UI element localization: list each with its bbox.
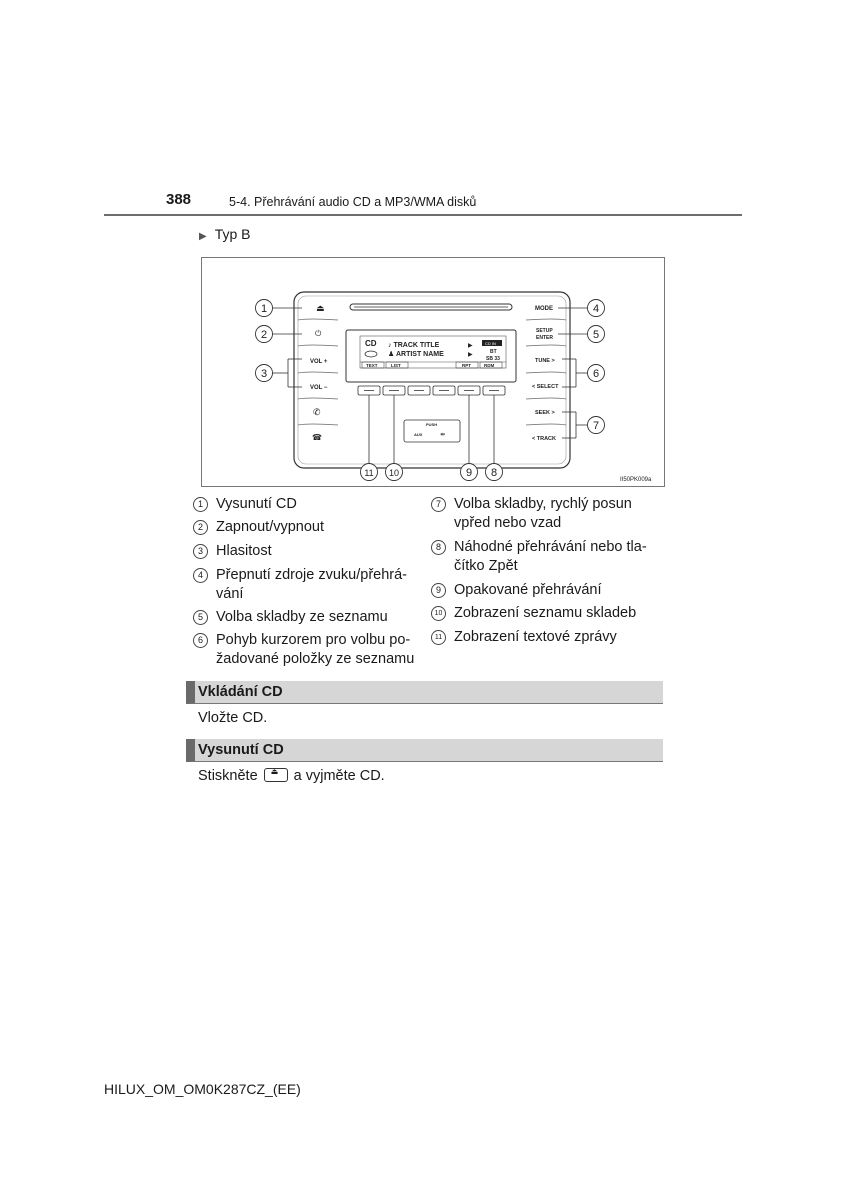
legend-item — [193, 542, 272, 561]
legend-num: 11 — [431, 630, 446, 645]
legend-text: Zapnout/vypnout — [216, 519, 325, 535]
legend-text: Zobrazení seznamu skladeb — [454, 605, 637, 621]
mode-label: MODE — [535, 306, 553, 312]
legend-item — [193, 608, 388, 627]
display-btn-rdm: RDM — [484, 363, 495, 368]
section-heading-text: Vkládání CD — [198, 684, 283, 700]
body-text-after: a vyjměte CD. — [293, 768, 385, 784]
section-body-insert: Vložte CD. — [198, 710, 268, 726]
legend-text: Přepnutí zdroje zvuku/přehrá- vání — [216, 567, 408, 602]
legend-num: 2 — [193, 520, 208, 535]
legend-text: Pohyb kurzorem pro volbu po- žadované položky ze seznamu — [216, 632, 415, 667]
legend-num: 9 — [431, 583, 446, 598]
legend-text: Náhodné přehrávání nebo tla- čítko Zpět — [454, 539, 647, 574]
push-label: PUSH — [426, 422, 438, 427]
triangle-icon: ▶ — [199, 231, 207, 242]
radio-figure — [201, 257, 665, 487]
legend-num: 8 — [431, 540, 446, 555]
subheading-text: Typ B — [214, 226, 251, 242]
eject-icon: ⏏ — [316, 303, 325, 313]
phone-icon: ✆ — [313, 407, 321, 417]
callout-5: 5 — [592, 329, 600, 341]
legend-item — [431, 628, 617, 647]
display-btn-list: LIST — [391, 363, 401, 368]
usb-icon: ⇹ — [440, 432, 446, 438]
callout-2: 2 — [260, 329, 268, 341]
callout-4: 4 — [592, 303, 600, 315]
body-text-before: Stiskněte — [198, 768, 258, 784]
arrow-right-icon: ▶ — [468, 343, 473, 349]
legend-item — [431, 495, 632, 533]
display-cd: CD — [365, 339, 377, 348]
legend-text: Vysunutí CD — [216, 496, 297, 512]
display-track: ♪ TRACK TITLE — [388, 342, 440, 349]
legend-item — [431, 604, 636, 623]
callout-10: 10 — [388, 468, 400, 478]
callout-3: 3 — [260, 368, 268, 380]
legend-text: Volba skladby ze seznamu — [216, 609, 388, 625]
page-number: 388 — [166, 191, 192, 208]
callout-11: 11 — [364, 468, 374, 478]
hangup-icon: ☎ — [312, 433, 322, 442]
power-icon: ⏻ — [315, 329, 322, 338]
legend-text: Volba skladby, rychlý posun vpřed nebo vzad — [454, 496, 632, 531]
display-artist: ♟ ARTIST NAME — [388, 351, 444, 358]
section-heading-eject — [186, 739, 663, 762]
display-btn-rpt: RPT — [462, 363, 471, 368]
callout-7: 7 — [592, 420, 600, 432]
seek-label: SEEK > — [535, 410, 555, 416]
legend-item — [431, 538, 647, 576]
callout-8: 8 — [490, 467, 498, 479]
section-body-eject — [198, 768, 385, 784]
callout-9: 9 — [465, 467, 473, 479]
section-heading-text: Vysunutí CD — [198, 742, 284, 758]
display-btn-text: TEXT — [366, 363, 378, 368]
footer: HILUX_OM_OM0K287CZ_(EE) — [104, 1081, 301, 1097]
callout-6: 6 — [592, 368, 600, 380]
legend-text: Zobrazení textové zprávy — [454, 629, 617, 645]
legend-num: 7 — [431, 497, 446, 512]
legend-item — [193, 566, 407, 604]
tune-label: TUNE > — [535, 358, 555, 364]
legend-text: Opakované přehrávání — [454, 582, 602, 598]
legend-item — [193, 631, 414, 669]
callout-1: 1 — [260, 303, 268, 315]
enter-label: ENTER — [536, 335, 553, 341]
setup-label: SETUP — [536, 328, 553, 334]
display-badge-cdin: CD IN — [485, 341, 496, 346]
legend-num: 5 — [193, 610, 208, 625]
legend-num: 4 — [193, 568, 208, 583]
arrow-right-icon: ▶ — [468, 352, 473, 358]
legend-num: 10 — [431, 606, 446, 621]
vol-up-label: VOL + — [310, 359, 328, 365]
display-badge-sb: SB 33 — [486, 356, 500, 362]
track-label: < TRACK — [532, 436, 556, 442]
legend-item — [193, 518, 324, 537]
figure-code: II50PK009a — [620, 477, 652, 483]
legend-text: Hlasitost — [216, 543, 272, 559]
select-label: < SELECT — [532, 384, 559, 390]
section-heading-insert — [186, 681, 663, 704]
legend-item — [193, 495, 297, 514]
legend-num: 6 — [193, 633, 208, 648]
legend-num: 3 — [193, 544, 208, 559]
vol-down-label: VOL − — [310, 385, 328, 391]
eject-key-icon — [264, 768, 288, 782]
section-title: 5-4. Přehrávání audio CD a MP3/WMA disků — [229, 195, 477, 209]
subheading — [199, 226, 251, 242]
header-rule — [104, 214, 742, 216]
legend-item — [431, 581, 602, 600]
legend-num: 1 — [193, 497, 208, 512]
aux-label: AUX — [414, 432, 423, 437]
display-badge-bt: BT — [490, 349, 497, 355]
radio-illustration — [202, 258, 664, 486]
